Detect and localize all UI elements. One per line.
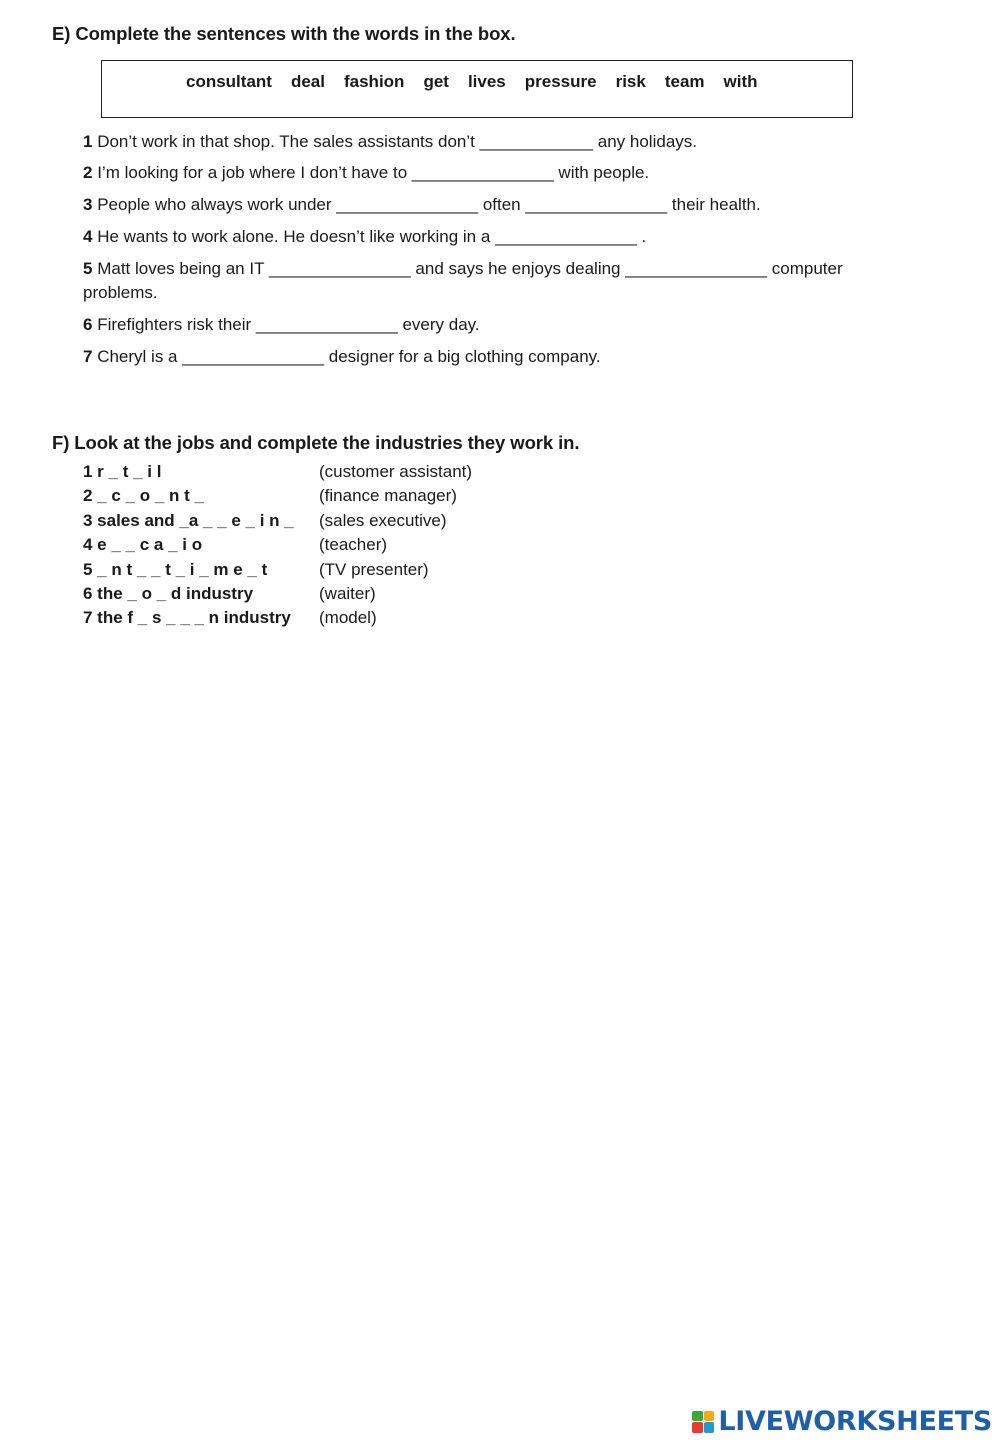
industry-item — [83, 607, 377, 629]
industry-puzzle: 5 _ n t _ _ t _ i _ m e _ t — [83, 560, 268, 579]
industry-item — [83, 510, 447, 532]
sentence-text: Don’t work in that shop. The sales assistants don’t ____________ any holidays. — [97, 132, 697, 151]
sentence-item — [83, 313, 480, 337]
industry-puzzle: 6 the _ o _ d industry — [83, 584, 254, 603]
industry-puzzle: 7 the f _ s _ _ _ n industry — [83, 608, 291, 627]
job-label: (waiter) — [319, 584, 376, 603]
sentence-text: I’m looking for a job where I don’t have to _______________ with people. — [97, 163, 650, 182]
job-label: (teacher) — [319, 535, 388, 554]
logo-mark-icon — [692, 1411, 714, 1433]
section-f-title: F) Look at the jobs and complete the industries they work in. — [52, 432, 580, 453]
word-list — [186, 72, 758, 92]
industry-puzzle: 3 sales and _a _ _ e _ i n _ — [83, 511, 294, 530]
industry-item — [83, 583, 376, 605]
liveworksheets-logo — [692, 1406, 992, 1437]
job-label: (customer assistant) — [319, 462, 473, 481]
sentence-item — [83, 345, 601, 369]
word-box-item: get — [423, 72, 449, 91]
sentence-text: People who always work under _______________ often _______________ their health. — [97, 195, 761, 214]
industry-item — [83, 534, 387, 556]
logo-square — [704, 1411, 715, 1422]
sentence-text: Matt loves being an IT _______________ and says he enjoys dealing _______________ computer problems. — [83, 259, 843, 302]
sentence-item — [83, 257, 913, 305]
sentence-number: 7 — [83, 347, 93, 366]
sentence-number: 3 — [83, 195, 93, 214]
word-box-item: pressure — [524, 72, 597, 91]
industry-item — [83, 559, 429, 581]
sentence-number: 6 — [83, 315, 93, 334]
logo-square — [704, 1422, 715, 1433]
word-box-item: with — [723, 72, 758, 91]
sentence-number: 1 — [83, 132, 93, 151]
industry-item — [83, 485, 457, 507]
job-label: (model) — [319, 608, 377, 627]
word-box-item: deal — [290, 72, 325, 91]
word-box-item: consultant — [186, 72, 272, 91]
sentence-text: He wants to work alone. He doesn’t like working in a _______________ . — [97, 227, 647, 246]
logo-square — [692, 1411, 703, 1422]
job-label: (TV presenter) — [319, 560, 429, 579]
logo-text: LIVEWORKSHEETS — [718, 1406, 992, 1437]
word-box — [101, 60, 853, 118]
industry-item — [83, 461, 472, 483]
sentence-text: Firefighters risk their _______________ every day. — [97, 315, 480, 334]
sentence-item — [83, 161, 649, 185]
sentence-item — [83, 130, 697, 154]
section-e-title: E) Complete the sentences with the words in the box. — [52, 23, 516, 44]
sentence-number: 4 — [83, 227, 93, 246]
sentence-text: Cheryl is a _______________ designer for a big clothing company. — [97, 347, 601, 366]
word-box-item: team — [664, 72, 705, 91]
job-label: (finance manager) — [319, 486, 457, 505]
logo-square — [692, 1422, 703, 1433]
sentence-item — [83, 225, 646, 249]
sentence-number: 5 — [83, 259, 93, 278]
industry-puzzle: 2 _ c _ o _ n t _ — [83, 486, 204, 505]
job-label: (sales executive) — [319, 511, 447, 530]
word-box-item: lives — [467, 72, 506, 91]
industry-puzzle: 4 e _ _ c a _ i o — [83, 535, 203, 554]
word-box-item: risk — [615, 72, 646, 91]
industry-puzzle: 1 r _ t _ i l — [83, 462, 162, 481]
sentence-number: 2 — [83, 163, 93, 182]
word-box-item: fashion — [343, 72, 405, 91]
sentence-item — [83, 193, 761, 217]
